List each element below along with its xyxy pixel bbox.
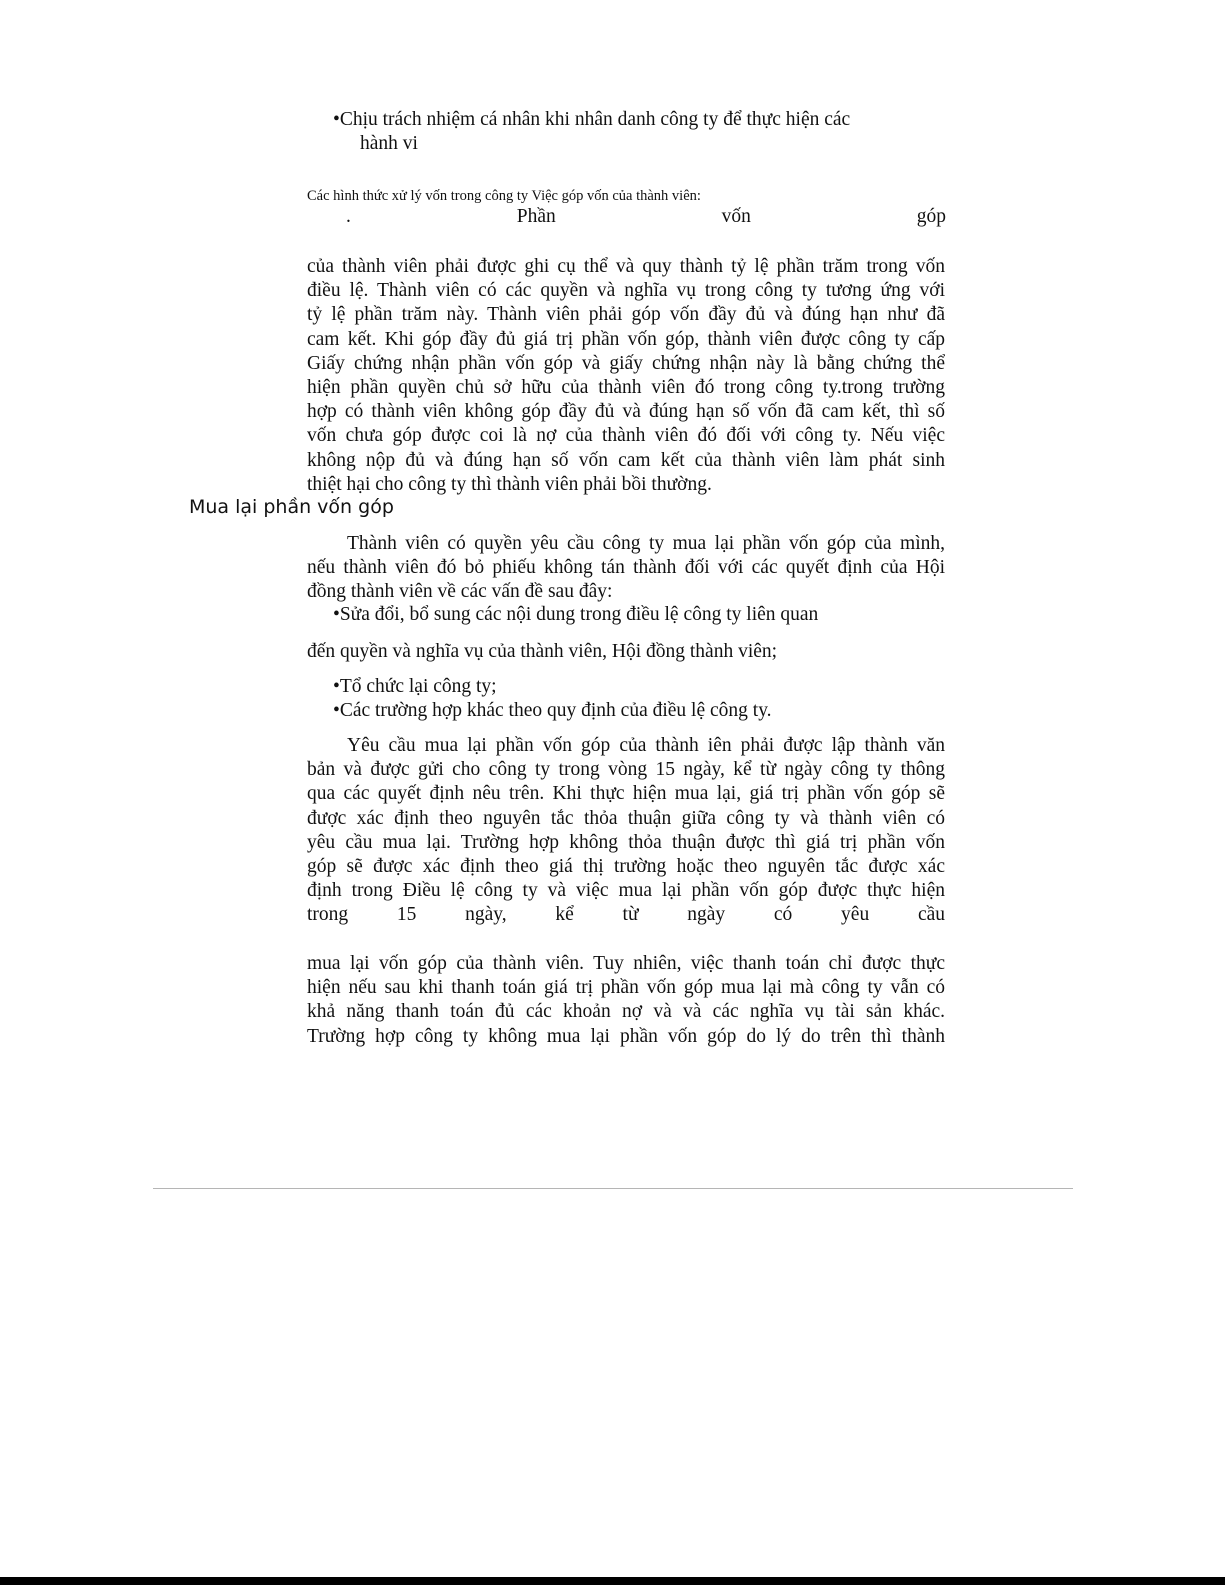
spread-word: yêu — [841, 904, 870, 925]
bullet-item: •Tổ chức lại công ty; — [333, 676, 497, 697]
bottom-edge — [0, 1577, 1225, 1585]
text-line: tỷ lệ phần trăm này. Thành viên phải góp vốn đầy đủ và đúng hạn như đã — [307, 304, 945, 326]
spread-word: ngày, — [465, 904, 507, 925]
paragraph-3 — [307, 734, 945, 903]
text-line: bản và được gửi cho công ty trong vòng 15 ngày, kể từ ngày công ty thông — [307, 759, 945, 781]
text-line: nếu thành viên đó bỏ phiếu không tán thành đối với các quyết định của Hội — [307, 557, 945, 579]
paragraph-4 — [307, 952, 945, 1049]
spread-word: trong — [307, 904, 349, 925]
page-divider — [153, 1188, 1073, 1189]
text-line: mua lại vốn góp của thành viên. Tuy nhiên, việc thanh toán chỉ được thực — [307, 953, 945, 974]
paragraph-2 — [307, 532, 945, 605]
text-line: cam kết. Khi góp đầy đủ giá trị phần vốn góp, thành viên được công ty cấp — [307, 328, 945, 350]
bullet-continuation: đến quyền và nghĩa vụ của thành viên, Hội đồng thành viên; — [307, 641, 778, 662]
text-line: thiệt hại cho công ty thì thành viên phải bồi thường. — [307, 473, 712, 495]
spread-word: ngày — [687, 904, 726, 925]
text-line: không nộp đủ và đúng hạn số vốn cam kết của thành viên làm phát sinh — [307, 449, 945, 471]
text-line: Trường hợp công ty không mua lại phần vốn góp do lý do trên thì thành — [307, 1025, 945, 1047]
text-line: của thành viên phải được ghi cụ thể và quy thành tỷ lệ phần trăm trong vốn — [307, 256, 945, 277]
top-bullet — [333, 108, 933, 156]
spread-word: có — [773, 904, 793, 925]
spread-word: cầu — [917, 904, 945, 925]
text-line: được xác định theo nguyên tắc thỏa thuận giữa công ty và thành viên có — [307, 807, 945, 829]
spread-line — [346, 205, 946, 229]
text-line: góp sẽ được xác định theo giá thị trường hoặc theo nguyên tắc được xác — [307, 855, 945, 877]
spread-word: từ — [622, 904, 639, 925]
spread-word: góp — [916, 206, 946, 227]
bullet-item: •Các trường hợp khác theo quy định của điều lệ công ty. — [333, 700, 772, 721]
text-line: vốn chưa góp được coi là nợ của thành viên đó đối với công ty. Nếu việc — [307, 425, 945, 447]
text-line: Thành viên có quyền yêu cầu công ty mua lại phần vốn góp của mình, — [347, 533, 945, 554]
spread-word: vốn — [721, 206, 751, 227]
text-line: hiện phần quyền chủ sở hữu của thành viên đó trong công ty.trong trường — [307, 376, 945, 398]
spread-word: 15 — [396, 904, 417, 925]
spread-word: Phần — [516, 206, 556, 227]
text-line: đồng thành viên về các vấn đề sau đây: — [307, 581, 613, 603]
text-line: yêu cầu mua lại. Trường hợp không thỏa thuận được thì giá trị phần vốn — [307, 831, 945, 853]
text-line: định trong Điều lệ công ty và việc mua lại phần vốn góp được thực hiện — [307, 880, 945, 902]
text-line: Yêu cầu mua lại phần vốn góp của thành iên phải được lập thành văn — [347, 735, 945, 756]
paragraph-1 — [307, 255, 945, 497]
spread-word: . — [346, 206, 351, 227]
spread-line-2 — [307, 903, 945, 927]
bullet-item: •Sửa đổi, bổ sung các nội dung trong điều lệ công ty liên quan — [333, 604, 819, 625]
text-line: Giấy chứng nhận phần vốn góp và giấy chứng nhận này là bằng chứng thể — [307, 352, 945, 374]
section-heading: Mua lại phần vốn góp — [189, 496, 394, 518]
spread-word: kể — [555, 904, 574, 925]
text-line: hiện nếu sau khi thanh toán giá trị phần vốn góp mua lại mà công ty vẫn có — [307, 977, 945, 999]
text-line: hợp có thành viên không góp đầy đủ và đúng hạn số vốn đã cam kết, thì số — [307, 401, 945, 423]
text-line: khả năng thanh toán đủ các khoản nợ và và các nghĩa vụ tài sản khác. — [307, 1001, 945, 1023]
text-line: qua các quyết định nêu trên. Khi thực hiện mua lại, giá trị phần vốn góp sẽ — [307, 783, 945, 805]
top-bullet-line1: •Chịu trách nhiệm cá nhân khi nhân danh công ty để thực hiện các — [333, 109, 851, 130]
top-bullet-line2: hành vi — [360, 133, 418, 155]
small-caption: Các hình thức xử lý vốn trong công ty Việc góp vốn của thành viên: — [307, 188, 701, 204]
text-line: điều lệ. Thành viên có các quyền và nghĩa vụ trong công ty tương ứng với — [307, 280, 945, 302]
